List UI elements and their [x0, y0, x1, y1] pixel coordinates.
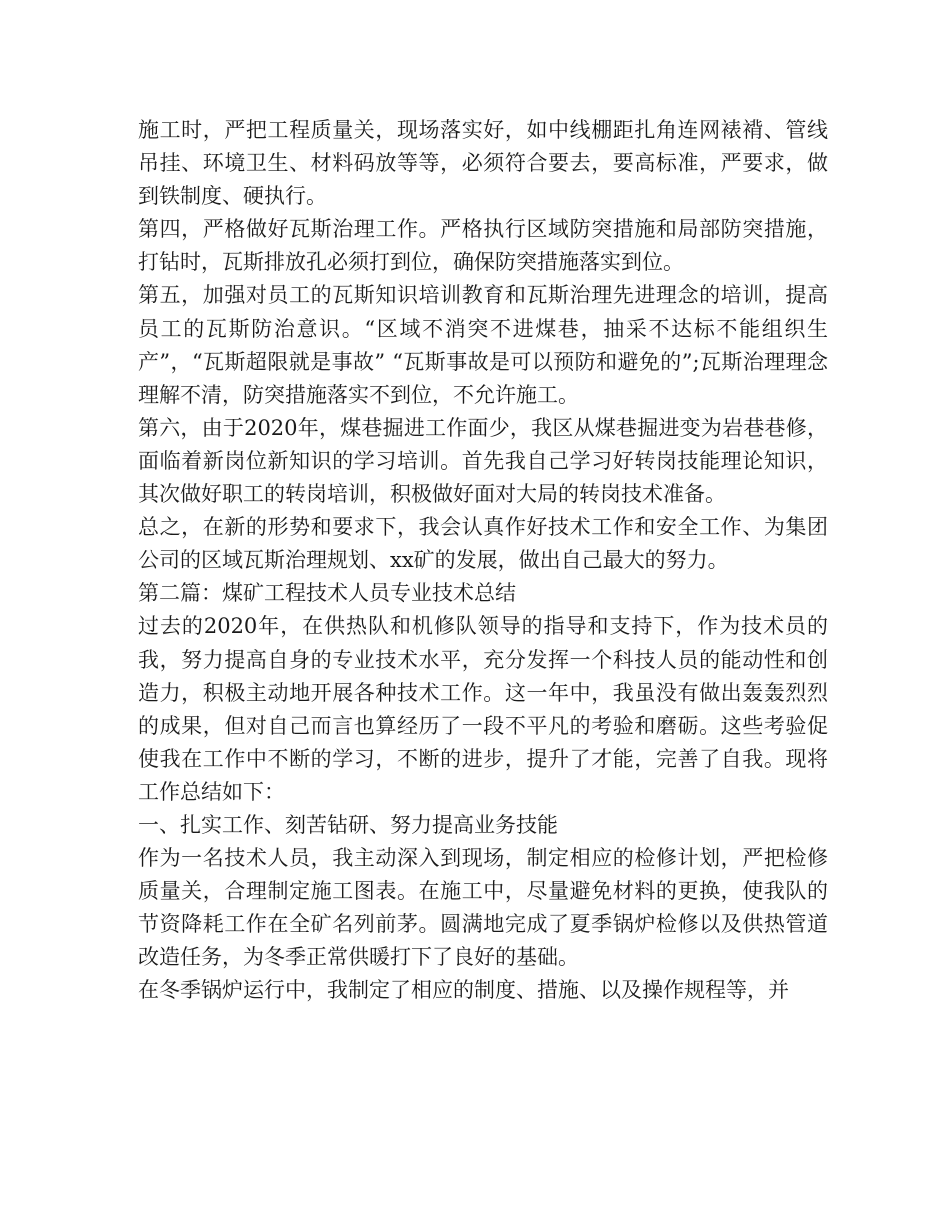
body-paragraph: 总之，在新的形势和要求下，我会认真作好技术工作和安全工作、为集团公司的区域瓦斯治理规划、xx矿的发展，做出自己最大的努力。 [138, 515, 828, 573]
body-paragraph: 第六，由于2020年，煤巷掘进工作面少，我区从煤巷掘进变为岩巷巷修，面临着新岗位新知识的学习培训。首先我自己学习好转岗技能理论知识，其次做好职工的转岗培训，积极做好面对大局的转岗技术准备。 [138, 415, 828, 507]
body-paragraph: 第五，加强对员工的瓦斯知识培训教育和瓦斯治理先进理念的培训，提高员工的瓦斯防治意识。“区域不消突不进煤巷，抽采不达标不能组织生产”，“瓦斯超限就是事故” “瓦斯事故是可以预防和避免的”;瓦斯治理理念理解不清，防突措施落实不到位，不允许施工。 [138, 283, 828, 407]
section-heading: 第二篇：煤矿工程技术人员专业技术总结 [138, 581, 516, 606]
document-body [138, 114, 828, 1008]
body-paragraph: 第四，严格做好瓦斯治理工作。严格执行区域防突措施和局部防突措施，打钻时，瓦斯排放孔必须打到位，确保防突措施落实到位。 [138, 217, 828, 275]
subsection-heading: 一、扎实工作、刻苦钻研、努力提高业务技能 [138, 812, 558, 837]
body-paragraph: 在冬季锅炉运行中，我制定了相应的制度、措施、以及操作规程等，并 [138, 978, 789, 1003]
body-paragraph: 作为一名技术人员，我主动深入到现场，制定相应的检修计划，严把检修质量关，合理制定施工图表。在施工中，尽量避免材料的更换，使我队的节资降耗工作在全矿名列前茅。圆满地完成了夏季锅炉检修以及供热管道改造任务，为冬季正常供暖打下了良好的基础。 [138, 846, 828, 970]
body-paragraph: 过去的2020年，在供热队和机修队领导的指导和支持下，作为技术员的我，努力提高自身的专业技术水平，充分发挥一个科技人员的能动性和创造力，积极主动地开展各种技术工作。这一年中，我虽没有做出轰轰烈烈的成果，但对自己而言也算经历了一段不平凡的考验和磨砺。这些考验促使我在工作中不断的学习，不断的进步，提升了才能，完善了自我。现将工作总结如下： [138, 614, 828, 804]
body-paragraph: 施工时，严把工程质量关，现场落实好，如中线棚距扎角连网裱褙、管线吊挂、环境卫生、材料码放等等，必须符合要去，要高标准，严要求，做到铁制度、硬执行。 [138, 118, 828, 209]
